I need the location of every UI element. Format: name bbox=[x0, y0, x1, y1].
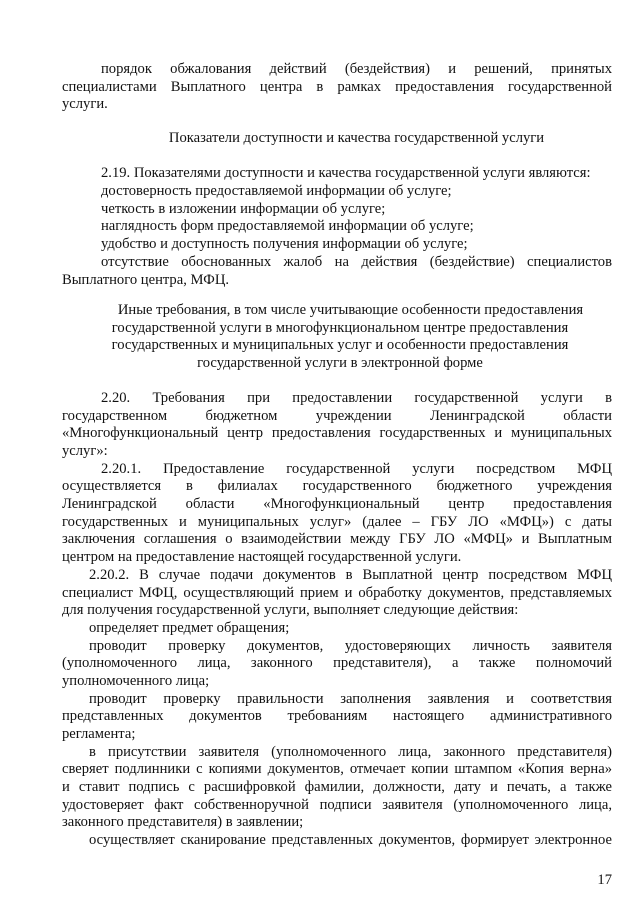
text-line: 2.20. Требования при предоставлении государственной услуги в bbox=[101, 389, 612, 406]
text-line: 2.20.2. В случае подачи документов в Выплатной центр посредством МФЦ bbox=[89, 566, 612, 583]
indicator-item bbox=[62, 183, 612, 201]
text-line: Ленинградской области «Многофункциональный центр предоставления bbox=[62, 496, 612, 513]
text-line: 2.20.1. Предоставление государственной услуги посредством МФЦ bbox=[101, 460, 612, 477]
text-line: Выплатного центра, МФЦ. bbox=[62, 271, 230, 288]
action-item bbox=[62, 691, 612, 744]
section-heading bbox=[68, 302, 612, 373]
heading-line: Иные требования, в том числе учитывающие особенности предоставления bbox=[117, 302, 584, 318]
text-line: заключения соглашения о взаимодействии между ГБУ ЛО «МФЦ» и Выплатным bbox=[62, 531, 612, 548]
indicator-item bbox=[62, 201, 612, 219]
text-line: 2.19. Показателями доступности и качества государственной услуги являются: bbox=[101, 165, 591, 182]
text-line: специалист МФЦ, осуществляющий прием и обработку документов, представляемых bbox=[62, 584, 612, 601]
text-line: (уполномоченного лица, законного представителя), а также полномочий bbox=[62, 655, 612, 672]
heading-line: государственной услуги в многофункциональном центре предоставления bbox=[111, 319, 569, 336]
text-line: центром на предоставление настоящей государственной услуги. bbox=[62, 549, 462, 566]
text-line: проводит проверку правильности заполнения заявления и соответствия bbox=[89, 690, 612, 707]
paragraph-2-19 bbox=[62, 165, 612, 183]
section-body bbox=[62, 165, 612, 289]
text-line: регламента; bbox=[62, 726, 136, 742]
text-line: проводит проверку документов, удостоверяющих личность заявителя bbox=[89, 637, 612, 654]
paragraph-2-20-1 bbox=[62, 461, 612, 567]
text-line: удобство и доступность получения информации об услуге; bbox=[101, 236, 468, 253]
text-line: достоверность предоставляемой информации об услуге; bbox=[101, 183, 452, 200]
text-line: и ставит подпись с расшифровкой фамилии, должности, дату и печать, а также bbox=[62, 779, 612, 796]
mfc-section bbox=[62, 302, 612, 850]
paragraph-2-20-2 bbox=[62, 567, 612, 620]
text-line: государственных и муниципальных услуг» (далее – ГБУ ЛО «МФЦ») с даты bbox=[62, 513, 612, 530]
text-line: специалистами Выплатного центра в рамках предоставления государственной bbox=[62, 78, 612, 95]
text-line: услуги. bbox=[62, 96, 108, 113]
text-line: наглядность форм предоставляемой информации об услуге; bbox=[101, 218, 474, 235]
text-line: осуществляется в филиалах государственного бюджетного учреждения bbox=[62, 478, 612, 495]
heading-line: государственной услуги в электронной форме bbox=[197, 355, 483, 372]
action-item bbox=[62, 832, 612, 850]
text-line: государственном бюджетном учреждении Ленинградской области bbox=[62, 407, 612, 424]
page-number: 17 bbox=[597, 872, 612, 888]
text-line: удостоверяет факт собственноручной подписи заявителя (уполномоченного лица, bbox=[62, 796, 612, 813]
indicator-item bbox=[62, 218, 612, 236]
section-heading: Показатели доступности и качества государственной услуги bbox=[168, 130, 545, 146]
action-item bbox=[62, 638, 612, 691]
heading-line: государственных и муниципальных услуг и особенности предоставления bbox=[111, 337, 569, 354]
text-line: услуг»: bbox=[62, 443, 108, 459]
text-line: «Многофункциональный центр предоставления государственных и муниципальных bbox=[62, 425, 612, 442]
text-line: порядок обжалования действий (бездействия) и решений, принятых bbox=[101, 61, 612, 77]
text-line: определяет предмет обращения; bbox=[89, 619, 290, 636]
text-line: в присутствии заявителя (уполномоченного лица, законного представителя) bbox=[89, 743, 612, 760]
text-line: законного представителя) в заявлении; bbox=[62, 814, 304, 831]
section-body bbox=[62, 390, 612, 850]
text-line: отсутствие обоснованных жалоб на действия (бездействие) специалистов bbox=[101, 253, 612, 270]
text-line: четкость в изложении информации об услуге; bbox=[101, 200, 386, 217]
text-line: для получения государственной услуги, выполняет следующие действия: bbox=[62, 602, 519, 619]
indicator-item bbox=[62, 236, 612, 254]
paragraph-2-20 bbox=[62, 390, 612, 461]
indicator-item bbox=[62, 254, 612, 289]
accessibility-section bbox=[62, 130, 612, 289]
action-item bbox=[62, 620, 612, 638]
text-line: уполномоченного лица; bbox=[62, 672, 210, 689]
text-line: представленных документов требованиям настоящего административного bbox=[62, 708, 612, 725]
continuation-paragraph bbox=[62, 61, 612, 114]
action-item bbox=[62, 744, 612, 832]
text-line: сверяет подлинники с копиями документов, отмечает копии штампом «Копия верна» bbox=[62, 761, 612, 778]
text-line: осуществляет сканирование представленных документов, формирует электронное bbox=[89, 832, 612, 849]
